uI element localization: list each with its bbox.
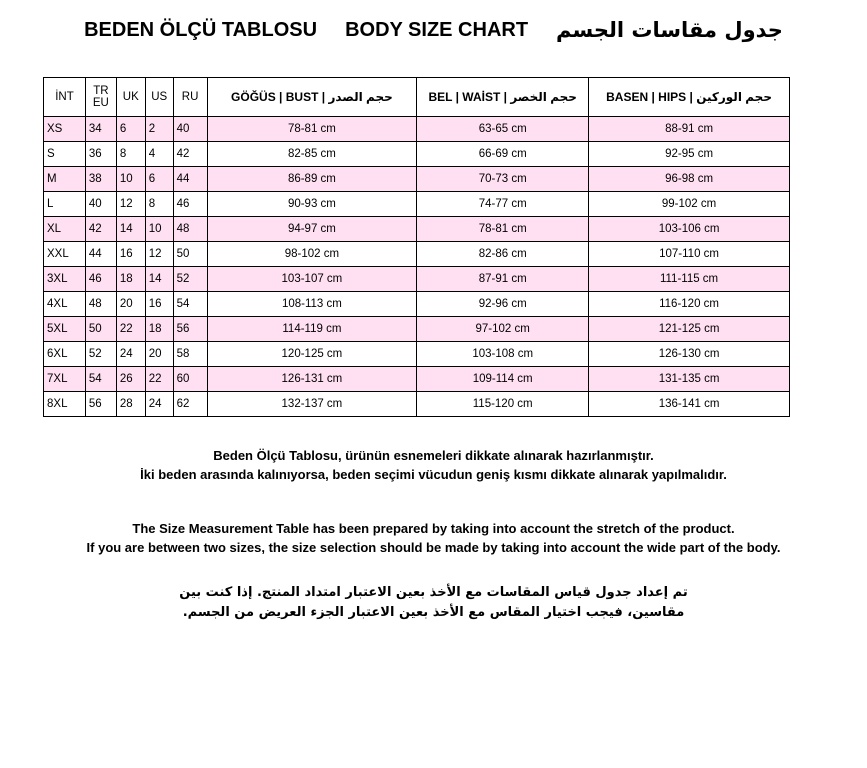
table-cell: 22 bbox=[145, 367, 173, 392]
table-cell: 126-130 cm bbox=[589, 342, 790, 367]
table-cell: 115-120 cm bbox=[417, 392, 589, 417]
table-cell: 116-120 cm bbox=[589, 292, 790, 317]
table-cell: 22 bbox=[116, 317, 145, 342]
size-code-cell: XXL bbox=[44, 242, 86, 267]
table-cell: 46 bbox=[85, 267, 116, 292]
table-cell: 78-81 cm bbox=[207, 117, 417, 142]
size-code-cell: XS bbox=[44, 117, 86, 142]
table-cell: 16 bbox=[116, 242, 145, 267]
table-cell: 40 bbox=[85, 192, 116, 217]
table-row bbox=[44, 392, 790, 417]
table-cell: 28 bbox=[116, 392, 145, 417]
table-row bbox=[44, 167, 790, 192]
table-cell: 24 bbox=[116, 342, 145, 367]
note-turkish bbox=[0, 446, 867, 484]
table-header-row bbox=[44, 78, 790, 117]
size-code-cell: 8XL bbox=[44, 392, 86, 417]
table-cell: 58 bbox=[173, 342, 207, 367]
note-line: If you are between two sizes, the size selection should be made by taking into account the wide part of the body. bbox=[86, 540, 781, 555]
table-cell: 36 bbox=[85, 142, 116, 167]
table-cell: 86-89 cm bbox=[207, 167, 417, 192]
table-cell: 26 bbox=[116, 367, 145, 392]
table-row bbox=[44, 292, 790, 317]
note-line: تم إعداد جدول قياس المقاسات مع الأخذ بعين الاعتبار امتداد المنتج. إذا كنت بين bbox=[179, 585, 688, 600]
page-title bbox=[0, 18, 867, 42]
table-cell: 14 bbox=[145, 267, 173, 292]
table-cell: 82-85 cm bbox=[207, 142, 417, 167]
table-cell: 12 bbox=[145, 242, 173, 267]
table-cell: 78-81 cm bbox=[417, 217, 589, 242]
note-line: مقاسين، فيجب اختيار المقاس مع الأخذ بعين الاعتبار الجزء العريض من الجسم. bbox=[182, 605, 685, 620]
table-cell: 103-106 cm bbox=[589, 217, 790, 242]
table-cell: 38 bbox=[85, 167, 116, 192]
size-code-cell: 7XL bbox=[44, 367, 86, 392]
title-turkish: BEDEN ÖLÇÜ TABLOSU bbox=[84, 18, 318, 41]
table-cell: 40 bbox=[173, 117, 207, 142]
table-cell: 114-119 cm bbox=[207, 317, 417, 342]
table-cell: 87-91 cm bbox=[417, 267, 589, 292]
table-cell: 46 bbox=[173, 192, 207, 217]
table-cell: 103-107 cm bbox=[207, 267, 417, 292]
table-cell: 54 bbox=[173, 292, 207, 317]
table-cell: 52 bbox=[85, 342, 116, 367]
table-cell: 42 bbox=[173, 142, 207, 167]
table-cell: 108-113 cm bbox=[207, 292, 417, 317]
size-code-cell: M bbox=[44, 167, 86, 192]
table-row bbox=[44, 217, 790, 242]
size-code-cell: 3XL bbox=[44, 267, 86, 292]
table-cell: 54 bbox=[85, 367, 116, 392]
table-cell: 6 bbox=[145, 167, 173, 192]
table-row bbox=[44, 317, 790, 342]
table-cell: 18 bbox=[145, 317, 173, 342]
table-cell: 63-65 cm bbox=[417, 117, 589, 142]
table-row bbox=[44, 117, 790, 142]
table-cell: 50 bbox=[85, 317, 116, 342]
note-line: İki beden arasında kalınıyorsa, beden seçimi vücudun geniş kısmı dikkate alınarak yapılmalıdır. bbox=[140, 467, 727, 482]
table-cell: 44 bbox=[173, 167, 207, 192]
table-cell: 2 bbox=[145, 117, 173, 142]
table-cell: 88-91 cm bbox=[589, 117, 790, 142]
table-cell: 121-125 cm bbox=[589, 317, 790, 342]
table-cell: 56 bbox=[85, 392, 116, 417]
table-cell: 90-93 cm bbox=[207, 192, 417, 217]
table-cell: 62 bbox=[173, 392, 207, 417]
table-cell: 66-69 cm bbox=[417, 142, 589, 167]
table-cell: 74-77 cm bbox=[417, 192, 589, 217]
column-header: RU bbox=[173, 78, 207, 117]
table-cell: 99-102 cm bbox=[589, 192, 790, 217]
column-header: GÖĞÜS | BUST | حجم الصدر bbox=[207, 78, 417, 117]
table-cell: 20 bbox=[145, 342, 173, 367]
table-cell: 56 bbox=[173, 317, 207, 342]
table-cell: 8 bbox=[116, 142, 145, 167]
table-cell: 107-110 cm bbox=[589, 242, 790, 267]
table-row bbox=[44, 367, 790, 392]
table-cell: 18 bbox=[116, 267, 145, 292]
table-cell: 120-125 cm bbox=[207, 342, 417, 367]
title-arabic: جدول مقاسات الجسم bbox=[556, 18, 783, 42]
table-cell: 8 bbox=[145, 192, 173, 217]
table-cell: 16 bbox=[145, 292, 173, 317]
table-cell: 48 bbox=[173, 217, 207, 242]
table-cell: 14 bbox=[116, 217, 145, 242]
table-row bbox=[44, 242, 790, 267]
table-row bbox=[44, 142, 790, 167]
column-header: BEL | WAİST | حجم الخصر bbox=[417, 78, 589, 117]
table-cell: 132-137 cm bbox=[207, 392, 417, 417]
column-header: US bbox=[145, 78, 173, 117]
table-cell: 20 bbox=[116, 292, 145, 317]
table-cell: 98-102 cm bbox=[207, 242, 417, 267]
table-cell: 50 bbox=[173, 242, 207, 267]
table-cell: 6 bbox=[116, 117, 145, 142]
size-code-cell: 6XL bbox=[44, 342, 86, 367]
table-cell: 44 bbox=[85, 242, 116, 267]
table-cell: 10 bbox=[145, 217, 173, 242]
table-cell: 4 bbox=[145, 142, 173, 167]
table-cell: 48 bbox=[85, 292, 116, 317]
table-cell: 92-95 cm bbox=[589, 142, 790, 167]
table-cell: 136-141 cm bbox=[589, 392, 790, 417]
table-cell: 94-97 cm bbox=[207, 217, 417, 242]
table-cell: 70-73 cm bbox=[417, 167, 589, 192]
table-cell: 52 bbox=[173, 267, 207, 292]
size-code-cell: L bbox=[44, 192, 86, 217]
table-row bbox=[44, 267, 790, 292]
note-arabic bbox=[0, 583, 867, 623]
table-cell: 96-98 cm bbox=[589, 167, 790, 192]
column-header: İNT bbox=[44, 78, 86, 117]
table-cell: 109-114 cm bbox=[417, 367, 589, 392]
title-english: BODY SIZE CHART bbox=[345, 18, 529, 41]
table-cell: 10 bbox=[116, 167, 145, 192]
note-line: Beden Ölçü Tablosu, ürünün esnemeleri dikkate alınarak hazırlanmıştır. bbox=[213, 448, 654, 463]
table-cell: 111-115 cm bbox=[589, 267, 790, 292]
column-header: UK bbox=[116, 78, 145, 117]
table-cell: 92-96 cm bbox=[417, 292, 589, 317]
note-line: The Size Measurement Table has been prepared by taking into account the stretch of the product. bbox=[132, 521, 735, 536]
note-english bbox=[0, 519, 867, 557]
size-chart-table bbox=[43, 77, 790, 417]
table-body bbox=[44, 117, 790, 417]
table-cell: 12 bbox=[116, 192, 145, 217]
column-header: TR EU bbox=[85, 78, 116, 117]
table-cell: 103-108 cm bbox=[417, 342, 589, 367]
table-cell: 60 bbox=[173, 367, 207, 392]
table-cell: 82-86 cm bbox=[417, 242, 589, 267]
table-cell: 34 bbox=[85, 117, 116, 142]
table-cell: 24 bbox=[145, 392, 173, 417]
size-code-cell: 5XL bbox=[44, 317, 86, 342]
size-code-cell: XL bbox=[44, 217, 86, 242]
column-header: BASEN | HIPS | حجم الوركين bbox=[589, 78, 790, 117]
table-cell: 131-135 cm bbox=[589, 367, 790, 392]
size-code-cell: 4XL bbox=[44, 292, 86, 317]
table-cell: 97-102 cm bbox=[417, 317, 589, 342]
table-row bbox=[44, 192, 790, 217]
table-row bbox=[44, 342, 790, 367]
table-cell: 42 bbox=[85, 217, 116, 242]
table-cell: 126-131 cm bbox=[207, 367, 417, 392]
size-code-cell: S bbox=[44, 142, 86, 167]
